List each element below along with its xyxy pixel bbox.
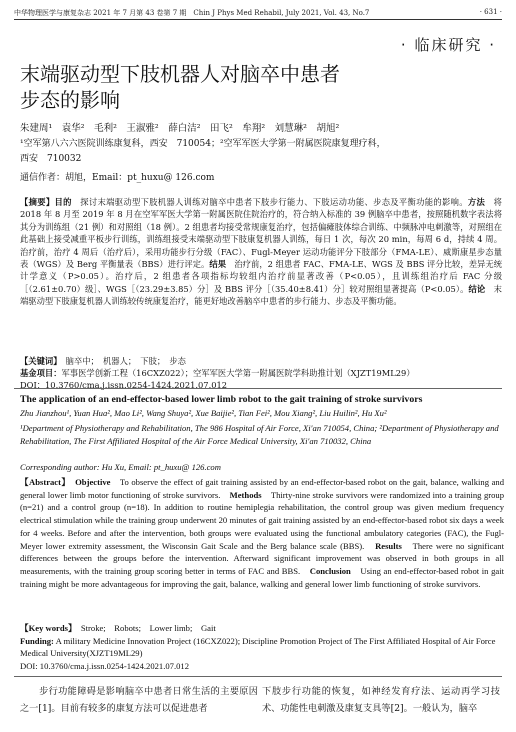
chinese-keywords-block <box>20 355 500 392</box>
english-title: The application of an end-effector-based lower limb robot to the gait training of stroke survivors <box>20 394 423 405</box>
keywords-label: 【关键词】 <box>20 356 58 366</box>
english-authors: Zhu Jianzhou¹, Yuan Hua², Mao Li², Wang Shuya², Xue Baijie², Tian Fei², Mou Xiang², Liu Huilin², Hu Xu² <box>20 408 387 418</box>
methods-text: 将 2018 年 8 月至 2019 年 8 月在空军军医大学第一附属医院住院治疗的，符合纳入标准的 39 例脑卒中患者，按照随机数字表法将其分为训练组（21 例）和对照组（18 例）。2 组患者均接受常规康复治疗，包括偏瘫肢体综合训练、中频脉冲电刺激等，对照组在此基础上接受减重平板步行训练，训练组接受末端驱动型下肢康复机器人训练，每日 1 次，每次 20 min，每周 6 d，持续 4 周。治疗前，治疗 4 周后（治疗后），采用功能步行分级（FAC）、Fugl-Meyer 运动功能评分下肢部分（FMA-LE）、威斯康星步态量表（WGS）及 Berg 平衡量表（BBS）进行评定。 <box>20 197 502 270</box>
methods-label: 方法 <box>467 197 486 207</box>
objective-label: 目的 <box>54 197 72 207</box>
running-header <box>14 8 502 18</box>
objective-text: 探讨末端驱动型下肢机器人训练对脑卒中患者下肢步行能力、下肢运动功能、步态及平衡功能的影响。 <box>71 197 468 207</box>
en-objective-label: Objective <box>75 477 111 487</box>
page-number: · 631 · <box>479 8 502 16</box>
doi: DOI：10.3760/cma.j.issn.0254-1424.2021.07.012 <box>20 380 228 391</box>
abstract-label: 【摘要】 <box>20 197 55 207</box>
article-title-line2: 步态的影响 <box>20 88 120 112</box>
en-keywords-label: 【Key words】 <box>20 623 73 633</box>
divider <box>14 676 502 677</box>
en-objective-text: To observe the effect of gait training assisted by an end-effector-based robot on the gait, balance, walking and general lower limb motor functioning of stroke survivors. <box>20 477 504 500</box>
body-column-right: 下肢步行功能的恢复，如神经发育疗法、运动再学习技术、功能性电刺激及康复支具等[2]。一般认为，脑卒 <box>262 686 500 714</box>
english-corresponding: Corresponding author: Hu Xu, Email: pt_huxu@ 126.com <box>20 462 221 472</box>
en-methods-text: Thirty-nine stroke survivors were randomized into a training group (n=21) and a control group (n=18). In addition to routine hemiplegia rehabilitation, the control group was given medium frequency electrical stimulation while the training group underwent 20 minutes of gait training assisted by an end-effector-based robot six days a week for 4 weeks. Before and after the intervention, both groups were evaluated using the functional ambulatory categories (FAC), the Fugl-Meyer lower extremity assessment, the Wisconsin Gait Scale and the Berg balance scale (BBS). <box>20 489 504 551</box>
corresponding-author: 通信作者：胡旭，Email：pt_huxu@ 126.com <box>20 173 215 183</box>
chinese-abstract <box>20 196 502 308</box>
section-label: · 临床研究 · <box>400 36 496 54</box>
conclusion-label: 结论 <box>468 283 486 294</box>
article-title-line1: 末端驱动型下肢机器人对脑卒中患者 <box>20 62 340 86</box>
en-results-label: Results <box>375 540 402 551</box>
conclusion-text: 末端驱动型下肢康复机器人训练较传统康复治疗，能更好地改善脑卒中患者的步行能力、步态及平衡功能。 <box>20 283 502 307</box>
results-label: 结果 <box>209 259 227 270</box>
en-conclusion-label: Conclusion <box>309 565 351 576</box>
header-rule <box>14 19 502 20</box>
en-funding-text: A military Medicine Innovation Project (16CXZ022); Discipline Promotion Project of The First Affiliated Hospital of Air Force Medical University(XJZT19ML29) <box>20 635 496 659</box>
journal-citation: 中华物理医学与康复杂志 2021 年 7 月第 43 卷第 7 期 Chin J Phys Med Rehabil, July 2021, Vol. 43, No.7 <box>14 9 370 17</box>
en-funding-label: Funding: <box>20 635 54 646</box>
divider <box>14 388 502 389</box>
english-keywords-block <box>20 622 504 673</box>
body-column-left: 步行功能障碍是影响脑卒中患者日常生活的主要原因之一[1]。目前有较多的康复方法可以促进患者 <box>20 686 258 714</box>
results-text: 治疗前，2 组患者 FAC、FMA-LE、WGS 及 BBS 评分比较，差异无统计学意义（P>0.05）。治疗后，2 组患者各项指标均较组内治疗前显著改善（P<0.05），且训练组治疗后 FAC 分级［（2.61±0.70）级］、WGS［（23.29±3.85）分］及 BBS 评分［（35.40±8.41）分］较对照组显著提高（P<0.05）。 <box>20 259 502 294</box>
funding-label: 基金项目： <box>20 368 62 379</box>
funding-text: 军事医学创新工程（16CXZ022）；空军军医大学第一附属医院学科助推计划（XJZT19ML29） <box>61 368 415 379</box>
affiliation-line2: 西安 710032 <box>20 154 82 164</box>
en-conclusion-text: Using an end-effector-based robot in gait training might be more advantageous for improving the gait, balance, walking and general lower limb functioning of stroke survivors. <box>20 565 504 589</box>
en-doi: DOI: 10.3760/cma.j.issn.0254-1424.2021.07.012 <box>20 661 190 672</box>
affiliations <box>20 137 500 167</box>
en-methods-label: Methods <box>229 489 262 500</box>
affiliation-line1: ¹空军第八六六医院训练康复科，西安 710054；²空军军医大学第一附属医院康复理疗科， <box>20 139 386 149</box>
en-abstract-label: 【Abstract】 <box>20 477 67 487</box>
english-abstract <box>20 476 504 590</box>
english-affiliations: ¹Department of Physiotherapy and Rehabilitation, The 986 Hospital of Air Force, Xi′an 710054, China; ²Department of Physiotherapy and Rehabilitation, The First Affiliated Hospital of the Air Force Medical University, Xi′an 710032, China <box>20 423 499 447</box>
keywords-text: 脑卒中； 机器人； 下肢； 步态 <box>57 356 186 366</box>
en-keywords-text: Stroke; Robots; Lower limb; Gait <box>72 623 216 633</box>
author-list: 朱建周¹ 袁华² 毛利² 王淑雅² 薛白洁² 田飞² 牟翔² 刘慧琳² 胡旭² <box>20 123 340 134</box>
en-results-text: There were no significant differences between the groups before the intervention. Afterward significant improvement was observed in both groups in all measurements, with the training group scoring better in terms of FAC and BBS. <box>20 540 504 576</box>
